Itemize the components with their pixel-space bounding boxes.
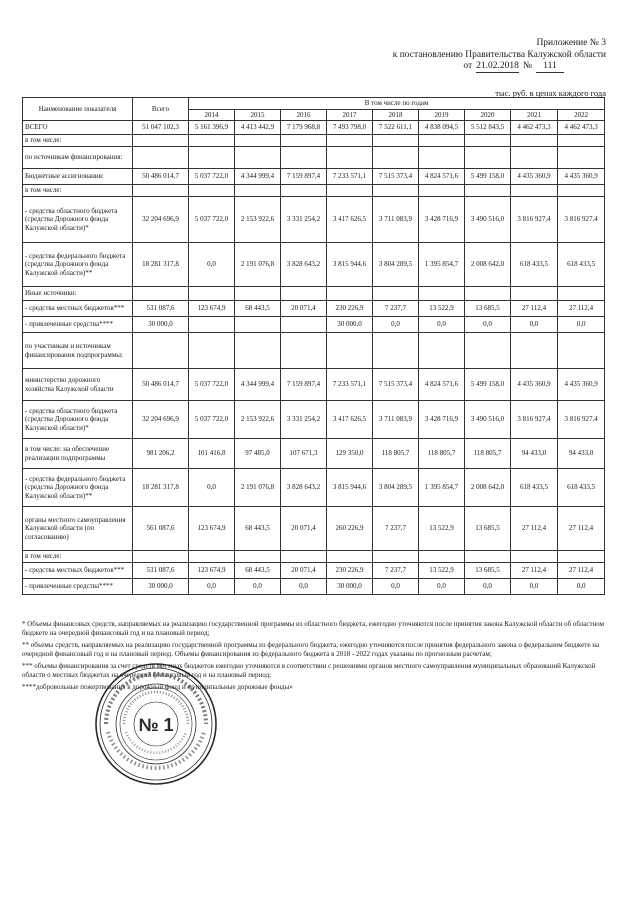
row-value-2017: 129 350,0 xyxy=(327,439,373,469)
row-value-2015: 2 153 922,6 xyxy=(235,197,281,243)
row-value-2022: 27 112,4 xyxy=(558,507,605,551)
row-value-2020: 5 512 843,5 xyxy=(465,121,511,135)
row-value-2022 xyxy=(558,135,605,147)
table-header-row xyxy=(23,98,605,110)
row-label: - средства местных бюджетов*** xyxy=(23,563,133,579)
row-value-2017: 7 493 798,0 xyxy=(327,121,373,135)
table-row xyxy=(23,301,605,317)
row-total xyxy=(133,135,189,147)
row-value-2021 xyxy=(511,333,558,369)
row-value-2022: 4 435 360,9 xyxy=(558,169,605,185)
row-value-2014: 123 674,9 xyxy=(189,507,235,551)
row-value-2021: 94 433,0 xyxy=(511,439,558,469)
row-value-2017: 3 815 944,6 xyxy=(327,243,373,287)
date-prefix: от xyxy=(463,61,473,71)
table-row xyxy=(23,563,605,579)
row-value-2016 xyxy=(281,135,327,147)
row-value-2017 xyxy=(327,135,373,147)
row-value-2021: 4 435 360,9 xyxy=(511,169,558,185)
row-value-2018: 3 711 083,9 xyxy=(373,197,419,243)
table-row xyxy=(23,439,605,469)
row-value-2021 xyxy=(511,147,558,169)
table-row xyxy=(23,135,605,147)
row-value-2014 xyxy=(189,333,235,369)
row-value-2018: 7 515 373,4 xyxy=(373,169,419,185)
row-value-2015: 68 443,5 xyxy=(235,301,281,317)
row-value-2016: 107 671,3 xyxy=(281,439,327,469)
row-total: 32 204 696,9 xyxy=(133,401,189,439)
row-value-2022: 3 816 927,4 xyxy=(558,197,605,243)
row-label: органы местного самоуправления Калужской области (по согласованию) xyxy=(23,507,133,551)
row-label: - средства федерального бюджета (средства Дорожного фонда Калужской области)** xyxy=(23,469,133,507)
table-row xyxy=(23,121,605,135)
row-value-2016 xyxy=(281,147,327,169)
row-value-2020: 13 685,5 xyxy=(465,507,511,551)
row-value-2022 xyxy=(558,333,605,369)
row-total: 561 087,6 xyxy=(133,507,189,551)
row-value-2020 xyxy=(465,287,511,301)
row-total xyxy=(133,287,189,301)
row-label: в том числе: xyxy=(23,551,133,563)
row-value-2019 xyxy=(419,147,465,169)
row-value-2016: 20 071,4 xyxy=(281,507,327,551)
row-value-2019: 118 805,7 xyxy=(419,439,465,469)
row-value-2022: 94 433,0 xyxy=(558,439,605,469)
row-value-2021: 27 112,4 xyxy=(511,301,558,317)
resolution-date-line xyxy=(463,61,564,73)
row-value-2014: 0,0 xyxy=(189,469,235,507)
row-value-2022 xyxy=(558,185,605,197)
funding-table xyxy=(22,97,605,595)
row-value-2014 xyxy=(189,287,235,301)
row-value-2022: 0,0 xyxy=(558,579,605,595)
row-total xyxy=(133,551,189,563)
row-value-2022: 4 462 473,3 xyxy=(558,121,605,135)
row-label: министерство дорожного хозяйства Калужской области xyxy=(23,369,133,401)
row-value-2022: 27 112,4 xyxy=(558,301,605,317)
row-value-2020: 13 685,5 xyxy=(465,563,511,579)
row-value-2016: 3 331 254,2 xyxy=(281,401,327,439)
row-value-2019: 4 824 571,6 xyxy=(419,369,465,401)
row-value-2019: 4 824 571,6 xyxy=(419,169,465,185)
row-value-2018 xyxy=(373,185,419,197)
row-value-2020: 5 499 158,0 xyxy=(465,169,511,185)
table-row xyxy=(23,197,605,243)
row-value-2014 xyxy=(189,135,235,147)
row-value-2015: 4 344 999,4 xyxy=(235,369,281,401)
resolution-number: 111 xyxy=(536,61,564,73)
row-value-2014: 101 416,8 xyxy=(189,439,235,469)
row-value-2016: 3 828 643,2 xyxy=(281,243,327,287)
row-value-2020 xyxy=(465,147,511,169)
row-value-2020: 2 008 642,0 xyxy=(465,243,511,287)
row-value-2019: 0,0 xyxy=(419,579,465,595)
row-value-2019 xyxy=(419,287,465,301)
year-header-2017: 2017 xyxy=(327,109,373,121)
table-row xyxy=(23,401,605,439)
row-value-2018: 7 522 611,1 xyxy=(373,121,419,135)
row-value-2016: 0,0 xyxy=(281,579,327,595)
row-label: - средства областного бюджета (средства Дорожного фонда Калужской области)* xyxy=(23,197,133,243)
row-value-2022: 618 433,5 xyxy=(558,243,605,287)
table-row xyxy=(23,333,605,369)
row-value-2020: 2 008 642,0 xyxy=(465,469,511,507)
year-header-2016: 2016 xyxy=(281,109,327,121)
row-value-2017: 7 233 571,1 xyxy=(327,369,373,401)
table-row xyxy=(23,369,605,401)
row-value-2020: 118 805,7 xyxy=(465,439,511,469)
row-value-2021: 618 433,5 xyxy=(511,243,558,287)
row-label: - привлеченные средства**** xyxy=(23,317,133,333)
row-value-2021 xyxy=(511,287,558,301)
row-value-2015: 68 443,5 xyxy=(235,563,281,579)
units-note: тыс. руб. в ценах каждого года xyxy=(495,88,606,98)
col-header-name: Наименование показателя xyxy=(23,98,133,121)
row-value-2020: 3 490 516,0 xyxy=(465,197,511,243)
table-row xyxy=(23,579,605,595)
year-header-2015: 2015 xyxy=(235,109,281,121)
row-total: 531 087,6 xyxy=(133,301,189,317)
row-value-2014: 123 674,9 xyxy=(189,301,235,317)
resolution-date: 21.02.2018 xyxy=(476,61,519,71)
row-value-2021: 3 816 927,4 xyxy=(511,401,558,439)
row-value-2017: 260 226,9 xyxy=(327,507,373,551)
row-value-2021: 0,0 xyxy=(511,317,558,333)
row-value-2020: 0,0 xyxy=(465,579,511,595)
row-value-2017 xyxy=(327,287,373,301)
row-label: в том числе: xyxy=(23,185,133,197)
row-value-2021: 618 433,5 xyxy=(511,469,558,507)
row-value-2018 xyxy=(373,135,419,147)
row-value-2019: 1 395 854,7 xyxy=(419,243,465,287)
row-value-2014: 0,0 xyxy=(189,579,235,595)
row-value-2022: 0,0 xyxy=(558,317,605,333)
row-label: Бюджетные ассигнования: xyxy=(23,169,133,185)
row-value-2016 xyxy=(281,317,327,333)
row-value-2018 xyxy=(373,551,419,563)
row-value-2015: 2 191 076,8 xyxy=(235,469,281,507)
col-header-years-group: В том числе по годам xyxy=(189,98,605,110)
appendix-title: Приложение № 3 xyxy=(536,38,606,48)
row-value-2016 xyxy=(281,551,327,563)
row-value-2017 xyxy=(327,333,373,369)
row-value-2017: 3 417 626,5 xyxy=(327,197,373,243)
row-total: 50 486 014,7 xyxy=(133,169,189,185)
row-value-2020 xyxy=(465,551,511,563)
row-label: в том числе: xyxy=(23,135,133,147)
row-value-2018: 3 804 289,5 xyxy=(373,243,419,287)
seal-number: № 1 xyxy=(138,715,174,735)
year-header-2021: 2021 xyxy=(511,109,558,121)
row-value-2015 xyxy=(235,287,281,301)
year-header-2018: 2018 xyxy=(373,109,419,121)
year-header-2022: 2022 xyxy=(558,109,605,121)
row-value-2018 xyxy=(373,287,419,301)
row-value-2016: 3 828 643,2 xyxy=(281,469,327,507)
row-value-2014 xyxy=(189,185,235,197)
table-row xyxy=(23,147,605,169)
row-value-2021: 4 435 360,9 xyxy=(511,369,558,401)
row-value-2019 xyxy=(419,551,465,563)
row-value-2015: 97 485,0 xyxy=(235,439,281,469)
row-label: Иные источники: xyxy=(23,287,133,301)
row-value-2017: 30 000,0 xyxy=(327,317,373,333)
row-value-2015: 2 153 922,6 xyxy=(235,401,281,439)
row-value-2014: 5 161 396,9 xyxy=(189,121,235,135)
row-value-2015: 0,0 xyxy=(235,579,281,595)
row-value-2014 xyxy=(189,317,235,333)
row-value-2017 xyxy=(327,185,373,197)
row-label: в том числе: на обеспечение реализации подпрограммы xyxy=(23,439,133,469)
footnote: ** объемы средств, направляемых на реализацию государственной программы из федерального бюджета, ежегодно уточняются после принятия федерального закона о федеральном бюджете на очередной финансовый год и на плановый период. Объемы финансирования из федерального бюджета в 2018 - 2022 годах указаны по прогнозным расчетам; xyxy=(22,641,600,658)
year-header-2019: 2019 xyxy=(419,109,465,121)
table-row xyxy=(23,469,605,507)
row-value-2020: 3 490 516,0 xyxy=(465,401,511,439)
row-label: по участникам и источникам финансирования подпрограммы: xyxy=(23,333,133,369)
table-body xyxy=(23,121,605,595)
row-total: 32 204 696,9 xyxy=(133,197,189,243)
row-value-2019: 13 522,9 xyxy=(419,563,465,579)
row-label: ВСЕГО xyxy=(23,121,133,135)
row-value-2022 xyxy=(558,147,605,169)
row-total xyxy=(133,185,189,197)
table-row xyxy=(23,507,605,551)
row-value-2021: 27 112,4 xyxy=(511,563,558,579)
row-value-2018: 7 237,7 xyxy=(373,563,419,579)
row-value-2018: 7 237,7 xyxy=(373,301,419,317)
row-total: 531 087,6 xyxy=(133,563,189,579)
row-value-2020 xyxy=(465,135,511,147)
row-value-2017: 230 226,9 xyxy=(327,563,373,579)
number-prefix: № xyxy=(522,61,532,71)
row-value-2016: 7 179 968,8 xyxy=(281,121,327,135)
row-value-2018: 0,0 xyxy=(373,579,419,595)
row-value-2021: 4 462 473,3 xyxy=(511,121,558,135)
footnote: ****добровольные пожертвования в дорожный фонд и муниципальные дорожные фонды» xyxy=(22,683,293,691)
row-value-2014: 123 674,9 xyxy=(189,563,235,579)
row-value-2019: 1 395 854,7 xyxy=(419,469,465,507)
row-value-2015 xyxy=(235,551,281,563)
table-row xyxy=(23,317,605,333)
row-total: 18 281 317,8 xyxy=(133,469,189,507)
row-value-2021: 3 816 927,4 xyxy=(511,197,558,243)
row-value-2017 xyxy=(327,147,373,169)
row-value-2016: 20 071,4 xyxy=(281,563,327,579)
row-value-2020: 5 499 158,0 xyxy=(465,369,511,401)
year-header-2020: 2020 xyxy=(465,109,511,121)
table-row xyxy=(23,287,605,301)
row-value-2019: 0,0 xyxy=(419,317,465,333)
row-value-2021 xyxy=(511,185,558,197)
row-value-2020: 13 685,5 xyxy=(465,301,511,317)
row-value-2020 xyxy=(465,185,511,197)
row-value-2018: 118 805,7 xyxy=(373,439,419,469)
row-value-2022: 618 433,5 xyxy=(558,469,605,507)
row-value-2017: 7 233 571,1 xyxy=(327,169,373,185)
row-value-2015: 2 191 076,8 xyxy=(235,243,281,287)
row-value-2015: 68 443,5 xyxy=(235,507,281,551)
year-header-2014: 2014 xyxy=(189,109,235,121)
row-value-2017: 230 226,9 xyxy=(327,301,373,317)
row-value-2021 xyxy=(511,135,558,147)
row-label: - средства местных бюджетов*** xyxy=(23,301,133,317)
col-header-total: Всего xyxy=(133,98,189,121)
table-row xyxy=(23,243,605,287)
row-value-2019 xyxy=(419,333,465,369)
row-value-2016: 20 071,4 xyxy=(281,301,327,317)
footnote: *** объемы финансирования за счет средств местных бюджетов ежегодно уточняются в соответствии с решениями органов местного самоуправления муниципальных образований Калужской области о местных бюджетах на очередной финансовый год и на плановый период; xyxy=(22,662,596,679)
row-value-2015 xyxy=(235,147,281,169)
row-value-2017 xyxy=(327,551,373,563)
row-value-2021 xyxy=(511,551,558,563)
row-value-2016 xyxy=(281,287,327,301)
row-value-2015 xyxy=(235,317,281,333)
row-value-2018: 0,0 xyxy=(373,317,419,333)
row-value-2021: 27 112,4 xyxy=(511,507,558,551)
table-row xyxy=(23,185,605,197)
row-value-2015 xyxy=(235,333,281,369)
row-value-2018: 7 237,7 xyxy=(373,507,419,551)
row-value-2019: 4 838 094,5 xyxy=(419,121,465,135)
row-value-2020 xyxy=(465,333,511,369)
row-value-2019 xyxy=(419,135,465,147)
row-total: 18 281 317,8 xyxy=(133,243,189,287)
row-value-2014: 0,0 xyxy=(189,243,235,287)
row-value-2018: 3 804 289,5 xyxy=(373,469,419,507)
row-value-2014: 5 037 722,0 xyxy=(189,369,235,401)
row-value-2014 xyxy=(189,551,235,563)
row-total xyxy=(133,333,189,369)
row-value-2019: 3 428 716,9 xyxy=(419,401,465,439)
row-value-2022 xyxy=(558,287,605,301)
row-value-2022: 27 112,4 xyxy=(558,563,605,579)
row-value-2019 xyxy=(419,185,465,197)
table-row xyxy=(23,169,605,185)
row-total: 51 047 102,3 xyxy=(133,121,189,135)
row-value-2019: 13 522,9 xyxy=(419,507,465,551)
row-value-2018: 7 515 373,4 xyxy=(373,369,419,401)
row-value-2016: 3 331 254,2 xyxy=(281,197,327,243)
row-value-2022: 4 435 360,9 xyxy=(558,369,605,401)
resolution-reference: к постановлению Правительства Калужской области xyxy=(392,50,606,60)
row-value-2018: 3 711 083,9 xyxy=(373,401,419,439)
row-value-2014: 5 037 722,0 xyxy=(189,197,235,243)
row-value-2016 xyxy=(281,333,327,369)
row-value-2016: 7 159 897,4 xyxy=(281,369,327,401)
row-total xyxy=(133,147,189,169)
footnote: * Объемы финансовых средств, направляемых на реализацию государственной программы из областного бюджета, ежегодно уточняются после принятия закона Калужской области об областном бюджете на очередной финансовый год и на плановый период; xyxy=(22,620,605,637)
row-value-2018 xyxy=(373,147,419,169)
row-value-2015: 4 344 999,4 xyxy=(235,169,281,185)
row-value-2016: 7 159 897,4 xyxy=(281,169,327,185)
row-value-2017: 30 000,0 xyxy=(327,579,373,595)
row-label: - привлеченные средства**** xyxy=(23,579,133,595)
row-label: - средства областного бюджета (средства Дорожного фонда Калужской области)* xyxy=(23,401,133,439)
row-value-2015 xyxy=(235,135,281,147)
row-value-2019: 13 522,9 xyxy=(419,301,465,317)
row-value-2014: 5 037 722,0 xyxy=(189,401,235,439)
row-value-2017: 3 815 944,6 xyxy=(327,469,373,507)
row-total: 30 000,0 xyxy=(133,317,189,333)
row-label: - средства федерального бюджета (средства Дорожного фонда Калужской области)** xyxy=(23,243,133,287)
row-value-2016 xyxy=(281,185,327,197)
row-value-2015 xyxy=(235,185,281,197)
row-value-2022: 3 816 927,4 xyxy=(558,401,605,439)
row-value-2018 xyxy=(373,333,419,369)
row-total: 981 206,2 xyxy=(133,439,189,469)
row-total: 50 486 014,7 xyxy=(133,369,189,401)
row-value-2014 xyxy=(189,147,235,169)
row-value-2021: 0,0 xyxy=(511,579,558,595)
row-value-2020: 0,0 xyxy=(465,317,511,333)
official-seal xyxy=(94,662,218,786)
row-total: 30 000,0 xyxy=(133,579,189,595)
row-value-2017: 3 417 626,5 xyxy=(327,401,373,439)
row-value-2019: 3 428 716,9 xyxy=(419,197,465,243)
row-label: по источникам финансирования: xyxy=(23,147,133,169)
table-row xyxy=(23,551,605,563)
row-value-2014: 5 037 722,0 xyxy=(189,169,235,185)
row-value-2022 xyxy=(558,551,605,563)
row-value-2015: 4 413 442,9 xyxy=(235,121,281,135)
